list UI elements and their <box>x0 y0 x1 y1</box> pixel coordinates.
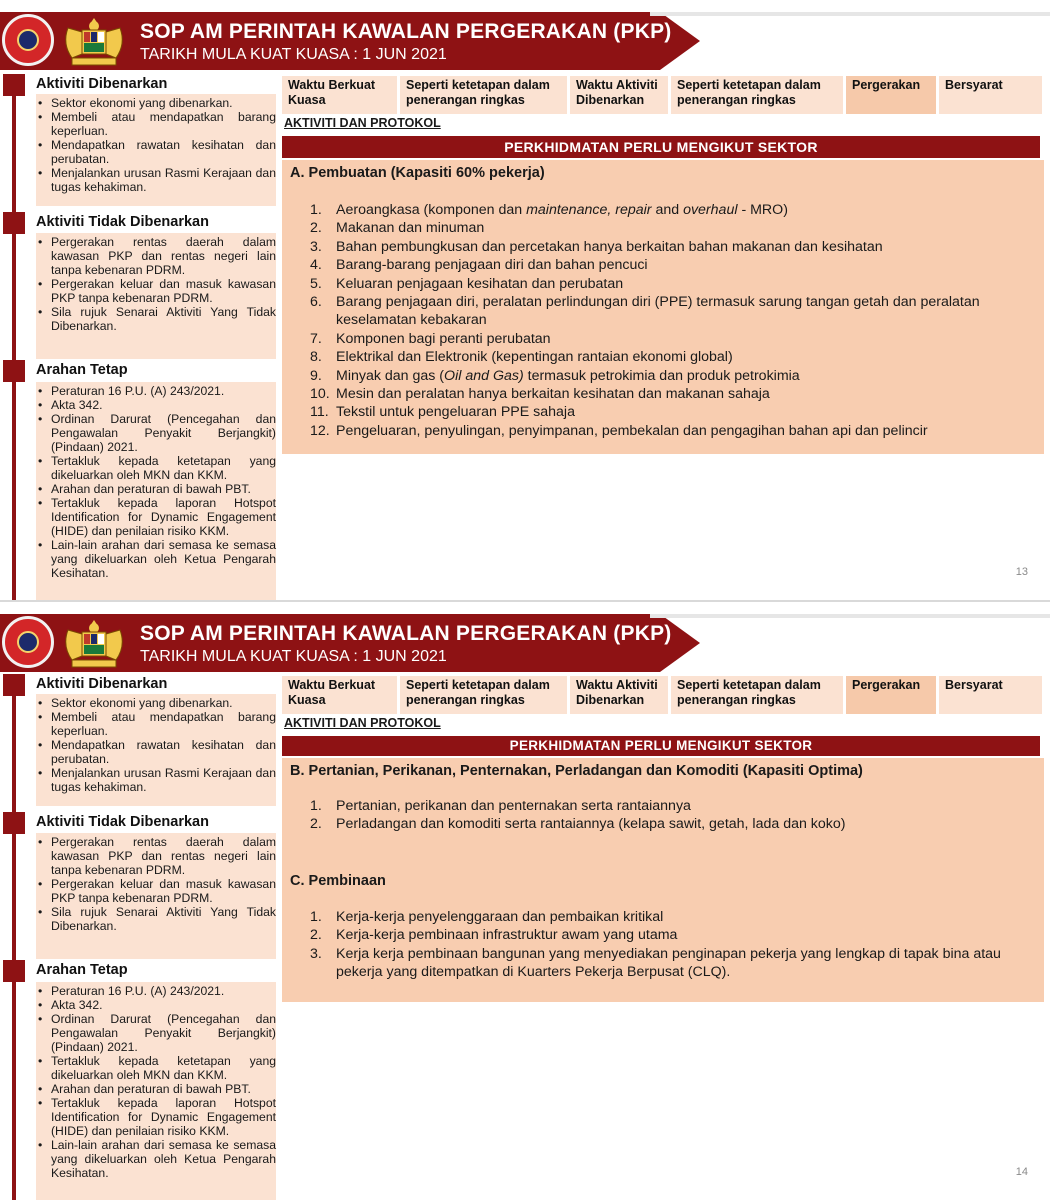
group-title: A. Pembuatan (Kapasiti 60% pekerja) <box>290 165 545 181</box>
list-item: • Akta 342. <box>36 398 276 412</box>
list-item: • Ordinan Darurat (Pencegahan dan Pengawalan Penyakit Berjangkit) (Pindaan) 2021. <box>36 1012 276 1054</box>
item-list <box>310 908 1042 982</box>
info-cell: Waktu Aktiviti Dibenarkan <box>570 76 668 114</box>
coat-of-arms-icon <box>58 14 130 68</box>
page-title: SOP AM PERINTAH KAWALAN PERGERAKAN (PKP) <box>140 622 672 645</box>
section-marker <box>3 212 25 234</box>
list-item: • Lain-lain arahan dari semasa ke semasa yang dikeluarkan oleh Ketua Pengarah Kesihatan. <box>36 1138 276 1180</box>
info-cell: Bersyarat <box>939 76 1042 114</box>
directives-title: Arahan Tetap <box>36 962 128 978</box>
sidebar-rule <box>12 74 16 600</box>
allowed-title: Aktiviti Dibenarkan <box>36 76 168 92</box>
allowed-list <box>36 94 276 206</box>
item-list <box>310 797 1042 834</box>
list-item: • Membeli atau mendapatkan barang keperluan. <box>36 710 276 738</box>
list-item: • Lain-lain arahan dari semasa ke semasa yang dikeluarkan oleh Ketua Pengarah Kesihatan. <box>36 538 276 580</box>
list-item: • Membeli atau mendapatkan barang keperluan. <box>36 110 276 138</box>
coat-of-arms-icon <box>58 616 130 670</box>
list-item: • Pergerakan keluar dan masuk kawasan PKP tanpa kebenaran PDRM. <box>36 277 276 305</box>
sector-bar: PERKHIDMATAN PERLU MENGIKUT SEKTOR <box>282 136 1040 158</box>
list-item: 1. Kerja-kerja penyelenggaraan dan pembaikan kritikal <box>310 909 664 925</box>
list-item: 7. Komponen bagi peranti perubatan <box>310 330 551 347</box>
directives-title: Arahan Tetap <box>36 362 128 378</box>
item-list <box>310 201 1042 440</box>
info-row <box>282 676 1044 714</box>
not-allowed-list <box>36 233 276 359</box>
info-row <box>282 76 1044 114</box>
list-item: 2. Perladangan dan komoditi serta rantaiannya (kelapa sawit, getah, lada dan koko) <box>310 816 846 833</box>
list-item: • Peraturan 16 P.U. (A) 243/2021. <box>36 384 276 398</box>
info-cell: Seperti ketetapan dalam penerangan ringkas <box>671 676 843 714</box>
allowed-list <box>36 694 276 806</box>
directives-list <box>36 382 276 600</box>
info-cell: Waktu Aktiviti Dibenarkan <box>570 676 668 714</box>
protocol-heading: AKTIVITI DAN PROTOKOL <box>284 116 441 130</box>
list-item: • Mendapatkan rawatan kesihatan dan perubatan. <box>36 738 276 766</box>
protocol-heading: AKTIVITI DAN PROTOKOL <box>284 716 441 730</box>
list-item: 1. Pertanian, perikanan dan penternakan serta rantaiannya <box>310 798 691 814</box>
list-item: • Menjalankan urusan Rasmi Kerajaan dan tugas kehakiman. <box>36 766 276 794</box>
list-item: 4. Barang-barang penjagaan diri dan bahan pencuci <box>310 257 648 274</box>
info-cell: Seperti ketetapan dalam penerangan ringkas <box>400 676 567 714</box>
page-title: SOP AM PERINTAH KAWALAN PERGERAKAN (PKP) <box>140 20 672 43</box>
info-cell: Pergerakan <box>846 676 936 714</box>
list-item: 6. Barang penjagaan diri, peralatan perlindungan diri (PPE) termasuk sarung tangan getah dan peralatan keselamatan kebakaran <box>310 294 980 329</box>
sector-content <box>282 160 1044 454</box>
allowed-title: Aktiviti Dibenarkan <box>36 676 168 692</box>
section-marker <box>3 74 25 96</box>
list-item: 3. Kerja kerja pembinaan bangunan yang menyediakan penginapan pekerja yang lengkap di tapak bina atau pekerja yang ditempatkan di Kuarters Pekerja Berpusat (CLQ). <box>310 945 1001 981</box>
list-item: • Tertakluk kepada ketetapan yang dikeluarkan oleh MKN dan KKM. <box>36 454 276 482</box>
mkn-seal-icon <box>2 14 54 66</box>
info-cell: Waktu Berkuat Kuasa <box>282 676 397 714</box>
list-item: • Tertakluk kepada ketetapan yang dikeluarkan oleh MKN dan KKM. <box>36 1054 276 1082</box>
info-cell: Waktu Berkuat Kuasa <box>282 76 397 114</box>
list-item: • Pergerakan rentas daerah dalam kawasan PKP dan rentas negeri lain tanpa kebenaran PDRM. <box>36 235 276 277</box>
not-allowed-title: Aktiviti Tidak Dibenarkan <box>36 214 209 230</box>
list-item: • Peraturan 16 P.U. (A) 243/2021. <box>36 984 276 998</box>
list-item: • Pergerakan rentas daerah dalam kawasan PKP dan rentas negeri lain tanpa kebenaran PDRM. <box>36 835 276 877</box>
list-item: 3. Bahan pembungkusan dan percetakan hanya berkaitan bahan makanan dan kesihatan <box>310 238 883 255</box>
list-item: 2. Makanan dan minuman <box>310 220 485 237</box>
list-item: • Tertakluk kepada laporan Hotspot Identification for Dynamic Engagement (HIDE) dan penilaian risiko KKM. <box>36 1096 276 1138</box>
list-item: • Arahan dan peraturan di bawah PBT. <box>36 482 276 496</box>
info-cell: Pergerakan <box>846 76 936 114</box>
info-cell: Bersyarat <box>939 676 1042 714</box>
list-item: • Mendapatkan rawatan kesihatan dan perubatan. <box>36 138 276 166</box>
list-item: • Sila rujuk Senarai Aktiviti Yang Tidak Dibenarkan. <box>36 305 276 333</box>
list-item: • Ordinan Darurat (Pencegahan dan Pengawalan Penyakit Berjangkit) (Pindaan) 2021. <box>36 412 276 454</box>
effective-date: TARIKH MULA KUAT KUASA : 1 JUN 2021 <box>140 46 447 63</box>
mkn-seal-icon <box>2 616 54 668</box>
sector-bar: PERKHIDMATAN PERLU MENGIKUT SEKTOR <box>282 736 1040 756</box>
list-item: • Sektor ekonomi yang dibenarkan. <box>36 696 276 710</box>
section-marker <box>3 360 25 382</box>
header-divider <box>650 12 1050 16</box>
list-item: • Menjalankan urusan Rasmi Kerajaan dan tugas kehakiman. <box>36 166 276 194</box>
slide-14 <box>0 600 1050 1200</box>
list-item: • Arahan dan peraturan di bawah PBT. <box>36 1082 276 1096</box>
list-item: 5. Keluaran penjagaan kesihatan dan perubatan <box>310 275 624 292</box>
sector-content <box>282 758 1044 1002</box>
list-item: • Sila rujuk Senarai Aktiviti Yang Tidak Dibenarkan. <box>36 905 276 933</box>
list-item: 1. Aeroangkasa (komponen dan maintenance, repair and overhaul - MRO) <box>310 202 788 218</box>
not-allowed-list <box>36 833 276 959</box>
info-cell: Seperti ketetapan dalam penerangan ringkas <box>400 76 567 114</box>
info-cell: Seperti ketetapan dalam penerangan ringkas <box>671 76 843 114</box>
header-divider <box>650 614 1050 618</box>
effective-date: TARIKH MULA KUAT KUASA : 1 JUN 2021 <box>140 648 447 665</box>
section-marker <box>3 960 25 982</box>
group-title: C. Pembinaan <box>290 873 386 889</box>
sidebar-rule <box>12 676 16 1200</box>
list-item: • Akta 342. <box>36 998 276 1012</box>
page-number: 14 <box>1015 1166 1028 1178</box>
list-item: 2. Kerja-kerja pembinaan infrastruktur awam yang utama <box>310 927 678 944</box>
list-item: 12. Pengeluaran, penyulingan, penyimpanan, pembekalan dan pengagihan bahan api dan pelincir <box>310 422 928 439</box>
list-item: 8. Elektrikal dan Elektronik (kepentingan rantaian ekonomi global) <box>310 349 733 366</box>
page-number: 13 <box>1015 566 1028 578</box>
group-title: B. Pertanian, Perikanan, Penternakan, Perladangan dan Komoditi (Kapasiti Optima) <box>290 763 863 779</box>
list-item: • Pergerakan keluar dan masuk kawasan PKP tanpa kebenaran PDRM. <box>36 877 276 905</box>
list-item: • Sektor ekonomi yang dibenarkan. <box>36 96 276 110</box>
list-item: 11. Tekstil untuk pengeluaran PPE sahaja <box>310 404 575 421</box>
section-marker <box>3 812 25 834</box>
list-item: 10. Mesin dan peralatan hanya berkaitan kesihatan dan makanan sahaja <box>310 386 770 403</box>
not-allowed-title: Aktiviti Tidak Dibenarkan <box>36 814 209 830</box>
directives-list <box>36 982 276 1200</box>
list-item: 9. Minyak dan gas (Oil and Gas) termasuk petrokimia dan produk petrokimia <box>310 367 800 384</box>
section-marker <box>3 674 25 696</box>
list-item: • Tertakluk kepada laporan Hotspot Identification for Dynamic Engagement (HIDE) dan penilaian risiko KKM. <box>36 496 276 538</box>
